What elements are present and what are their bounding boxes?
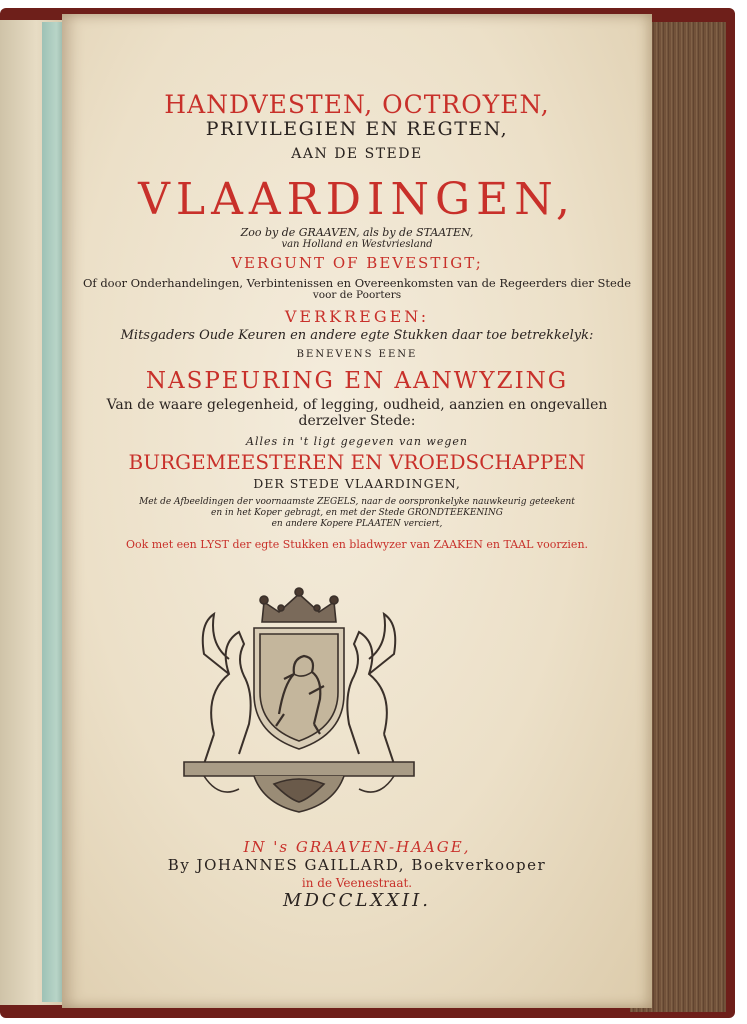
subtitle-line-16: Alles in 't ligt gegeven van wegen (246, 435, 468, 448)
subtitle-line-5: Zoo by de GRAAVEN, als by de STAATEN, (240, 226, 474, 239)
subtitle-line-19: Met de Afbeeldingen der voornaamste ZEGELS, naar de oorspronkelyke nauwkeurig geteekent (139, 497, 575, 507)
subtitle-line-10: VERKREGEN: (284, 307, 430, 326)
city-name: VLAARDINGEN, (138, 174, 576, 225)
imprint-address: in de Veenestraat. (301, 876, 413, 890)
subtitle-line-7: VERGUNT OF BEVESTIGT; (231, 254, 483, 272)
subtitle-line-15: derzelver Stede: (298, 413, 416, 429)
imprint-year: MDCCLXXII. (283, 890, 431, 911)
title-line-3: AAN DE STEDE (291, 146, 423, 162)
subtitle-line-13: NASPEURING EN AANWYZING (145, 368, 569, 394)
imprint-place: IN 's GRAAVEN-HAAGE, (243, 838, 471, 856)
subtitle-line-20: en in het Koper gebragt, en met der Stede GRONDTEEKENING (211, 508, 503, 518)
subtitle-line-14: Van de waare gelegenheid, of legging, oudheid, aanzien en ongevallen (106, 397, 608, 413)
subtitle-line-9: voor de Poorters (312, 289, 402, 301)
subtitle-line-21: en andere Kopere PLAATEN verciert, (271, 519, 443, 529)
title-line-2: PRIVILEGIEN EN REGTEN, (205, 118, 509, 140)
imprint-printer: By JOHANNES GAILLARD, Boekverkooper (167, 856, 547, 874)
subtitle-line-12: BENEVENS EENE (296, 349, 418, 360)
coat-of-arms-engraving (144, 584, 454, 820)
title-page (62, 14, 652, 1008)
subtitle-line-17: BURGEMEESTEREN EN VROEDSCHAPPEN (128, 450, 586, 474)
subtitle-line-6: van Holland en Westvriesland (281, 239, 433, 250)
subtitle-line-18: DER STEDE VLAARDINGEN, (253, 476, 461, 491)
subtitle-line-8: Of door Onderhandelingen, Verbintenissen en Overeenkomsten van de Regeerders dier Stede (82, 276, 632, 290)
subtitle-line-11: Mitsgaders Oude Keuren en andere egte Stukken daar toe betrekkelyk: (120, 328, 594, 343)
title-line-1: HANDVESTEN, OCTROYEN, (164, 90, 550, 119)
subtitle-line-22: Ook met een LYST der egte Stukken en bladwyzer van ZAAKEN en TAAL voorzien. (125, 538, 589, 551)
